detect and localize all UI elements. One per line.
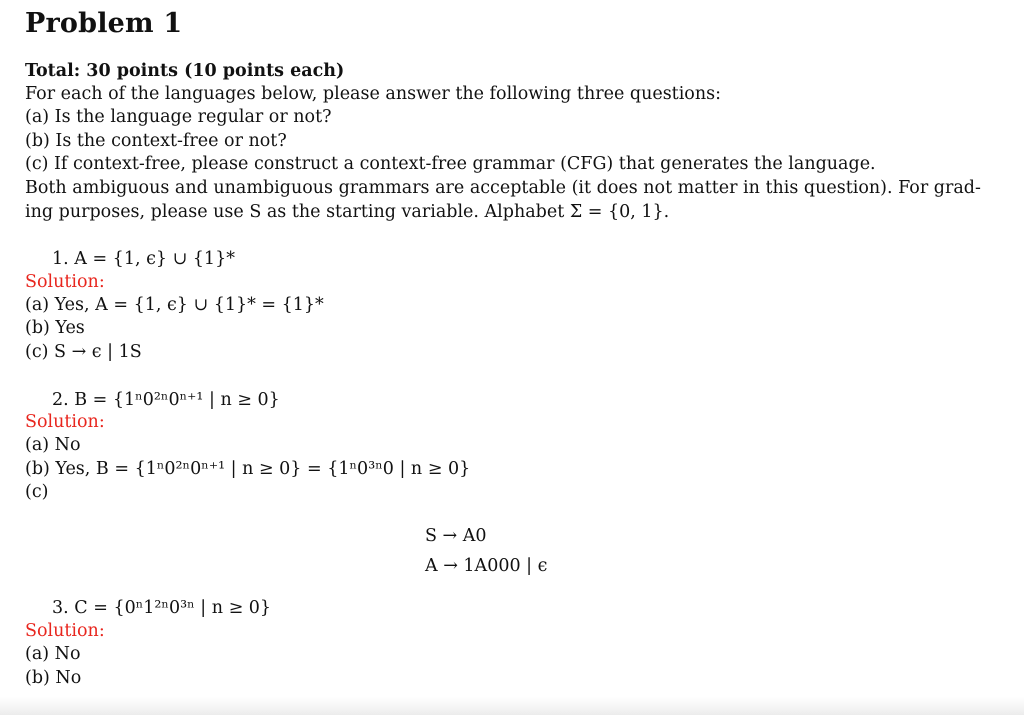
problem-3-answer-a: (a) No — [25, 644, 81, 664]
question-c: (c) If context-free, please construct a context-free grammar (CFG) that generates the language. — [25, 154, 876, 174]
question-b: (b) Is the context-free or not? — [25, 131, 287, 151]
problem-1-solution-label: Solution: — [25, 272, 105, 292]
problem-1-answer-b: (b) Yes — [25, 318, 85, 338]
problem-1-statement: 1. A = {1, ϵ} ∪ {1}* — [52, 249, 235, 269]
bottom-shadow — [0, 697, 1024, 715]
problem-2-answer-a: (a) No — [25, 435, 81, 455]
question-a: (a) Is the language regular or not? — [25, 107, 332, 127]
problem-3-solution-label: Solution: — [25, 621, 105, 641]
intro-text: For each of the languages below, please answer the following three questions: — [25, 84, 721, 104]
grammar-rule-1: S → A0 — [425, 526, 487, 546]
problem-2-answer-c: (c) — [25, 482, 49, 502]
grammar-rule-2: A → 1A000 | ϵ — [425, 556, 548, 576]
total-points: Total: 30 points (10 points each) — [25, 61, 345, 81]
problem-3-statement: 3. C = {0ⁿ1²ⁿ0³ⁿ | n ≥ 0} — [52, 598, 272, 618]
problem-2-solution-label: Solution: — [25, 412, 105, 432]
grading-note-2: ing purposes, please use S as the starting variable. Alphabet Σ = {0, 1}. — [25, 202, 670, 222]
page-title: Problem 1 — [25, 8, 183, 39]
problem-2-answer-b: (b) Yes, B = {1ⁿ0²ⁿ0ⁿ⁺¹ | n ≥ 0} = {1ⁿ0³ⁿ0 | n ≥ 0} — [25, 459, 471, 479]
problem-2-statement: 2. B = {1ⁿ0²ⁿ0ⁿ⁺¹ | n ≥ 0} — [52, 390, 280, 410]
grading-note-1: Both ambiguous and unambiguous grammars are acceptable (it does not matter in this question). For grad- — [25, 178, 981, 198]
problem-1-answer-a: (a) Yes, A = {1, ϵ} ∪ {1}* = {1}* — [25, 295, 324, 315]
problem-3-answer-b: (b) No — [25, 668, 82, 688]
problem-1-answer-c: (c) S → ϵ | 1S — [25, 342, 142, 362]
